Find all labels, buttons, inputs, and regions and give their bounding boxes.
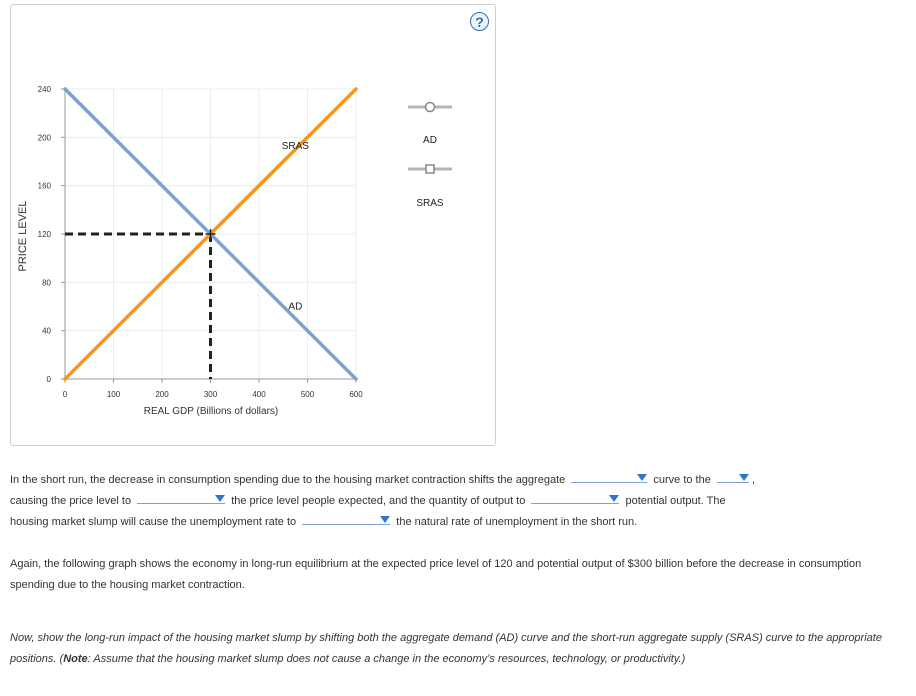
- instruction-text: : Assume that the housing market slump does not cause a change in the economy’s resources, technology, or productivity.): [87, 653, 686, 665]
- question-text: the price level people expected, and the quantity of output to: [231, 495, 526, 507]
- y-axis-label: PRICE LEVEL: [17, 200, 29, 272]
- x-axis-label: REAL GDP (Billions of dollars): [143, 406, 279, 417]
- question-text: In the short run, the decrease in consumption spending due to the housing market contraction shifts the aggregate: [10, 474, 566, 486]
- chevron-down-icon: [739, 474, 749, 481]
- question-1: [10, 470, 905, 533]
- question-text: the natural rate of unemployment in the short run.: [396, 516, 638, 528]
- question-text: housing market slump will cause the unemployment rate to: [10, 516, 297, 528]
- sras-curve-label: SRAS: [281, 141, 309, 152]
- x-tick-label: 200: [155, 390, 169, 399]
- chevron-down-icon: [609, 495, 619, 502]
- question-text: potential output. The: [625, 495, 726, 507]
- x-tick-label: 400: [252, 390, 266, 399]
- paragraph-2: Again, the following graph shows the economy in long-run equilibrium at the expected price level of 120 and potential output of $300 billion before the decrease in consumption spending due to the housing market contraction.: [10, 558, 862, 591]
- x-tick-label: 0: [62, 390, 68, 399]
- y-tick-label: 40: [42, 326, 51, 336]
- question-text: curve to the: [653, 474, 711, 486]
- y-tick-label: 80: [42, 278, 51, 288]
- instruction-text: ) curve to the appropriate positions. (: [10, 632, 882, 665]
- curve-dropdown[interactable]: [571, 471, 647, 483]
- question-text: ,: [751, 474, 755, 486]
- y-tick-label: 120: [37, 230, 51, 239]
- note-label: Note: [63, 653, 88, 665]
- x-tick-label: 600: [349, 390, 363, 399]
- instruction-text: ) curve and the short-run aggregate supply (: [514, 632, 730, 644]
- unemployment-dropdown[interactable]: [302, 513, 390, 525]
- help-icon[interactable]: ?: [470, 12, 489, 31]
- chevron-down-icon: [380, 516, 390, 523]
- y-tick-label: 160: [37, 181, 51, 191]
- chevron-down-icon: [215, 495, 225, 502]
- direction-dropdown[interactable]: [717, 471, 749, 483]
- x-tick-label: 500: [300, 390, 315, 399]
- instruction-term: AD: [499, 632, 515, 644]
- output-dropdown[interactable]: [531, 492, 619, 504]
- instruction-text: Now, show the long-run impact of the housing market slump by shifting both the aggregate demand (: [10, 632, 500, 644]
- x-tick-label: 100: [106, 390, 121, 399]
- ad-curve-label: AD: [288, 301, 303, 313]
- legend-label: SRAS: [416, 198, 444, 209]
- x-tick-label: 300: [203, 390, 218, 399]
- chevron-down-icon: [637, 474, 647, 481]
- sras-tool-icon[interactable]: [426, 165, 434, 173]
- legend-label: AD: [423, 135, 437, 146]
- y-tick-label: 0: [46, 375, 51, 384]
- y-tick-label: 200: [37, 133, 51, 143]
- instruction-term: SRAS: [729, 632, 760, 644]
- question-text: causing the price level to: [10, 495, 132, 507]
- price-level-dropdown[interactable]: [137, 492, 225, 504]
- paragraph-3: [10, 628, 905, 670]
- ad-tool-icon[interactable]: [426, 103, 435, 112]
- y-tick-label: 240: [37, 85, 51, 94]
